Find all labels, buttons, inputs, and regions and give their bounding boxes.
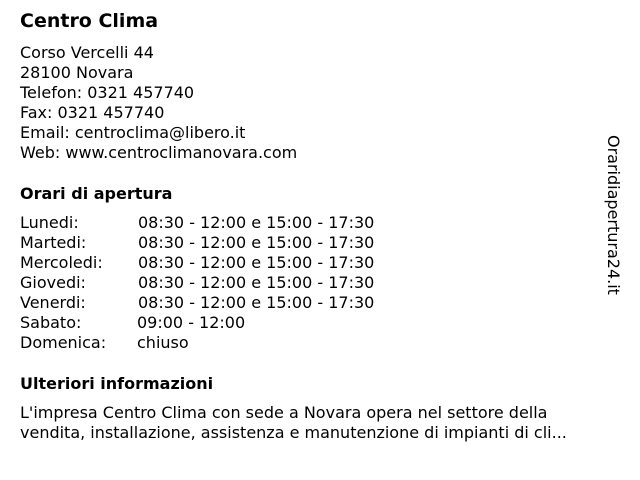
more-info-text	[20, 403, 620, 443]
time-value: 08:30 - 12:00 e 15:00 - 17:30	[138, 253, 375, 272]
phone-line: Telefon: 0321 457740	[20, 83, 195, 102]
info-line-2: vendita, installazione, assistenza e manutenzione di impianti di cli...	[20, 423, 567, 442]
info-line-1: L'impresa Centro Clima con sede a Novara opera nel settore della	[20, 403, 548, 422]
hours-row-wednesday	[20, 253, 440, 273]
hours-row-monday	[20, 213, 440, 233]
hours-row-saturday	[20, 313, 440, 333]
contact-block	[20, 43, 297, 163]
time-value: 09:00 - 12:00	[137, 313, 246, 332]
site-watermark: Oraridiapertura24.it	[604, 135, 623, 295]
opening-hours-heading: Orari di apertura	[20, 184, 173, 203]
address-line-street: Corso Vercelli 44	[20, 43, 154, 62]
time-value: 08:30 - 12:00 e 15:00 - 17:30	[138, 233, 375, 252]
day-label: Domenica:	[20, 333, 107, 352]
time-value: 08:30 - 12:00 e 15:00 - 17:30	[138, 273, 375, 292]
day-label: Mercoledi:	[20, 253, 103, 272]
web-line: Web: www.centroclimanovara.com	[20, 143, 298, 162]
day-label: Martedi:	[20, 233, 87, 252]
email-line: Email: centroclima@libero.it	[20, 123, 246, 142]
address-line-city: 28100 Novara	[20, 63, 134, 82]
more-info-heading: Ulteriori informazioni	[20, 374, 214, 393]
business-name: Centro Clima	[20, 10, 159, 32]
hours-row-friday	[20, 293, 440, 313]
hours-row-thursday	[20, 273, 440, 293]
day-label: Lunedi:	[20, 213, 79, 232]
time-value: 08:30 - 12:00 e 15:00 - 17:30	[138, 213, 375, 232]
hours-row-tuesday	[20, 233, 440, 253]
opening-hours-table	[20, 213, 440, 353]
day-label: Giovedi:	[20, 273, 86, 292]
hours-row-sunday	[20, 333, 440, 353]
day-label: Venerdi:	[20, 293, 86, 312]
fax-line: Fax: 0321 457740	[20, 103, 165, 122]
time-value: chiuso	[137, 333, 189, 352]
time-value: 08:30 - 12:00 e 15:00 - 17:30	[138, 293, 375, 312]
day-label: Sabato:	[20, 313, 82, 332]
